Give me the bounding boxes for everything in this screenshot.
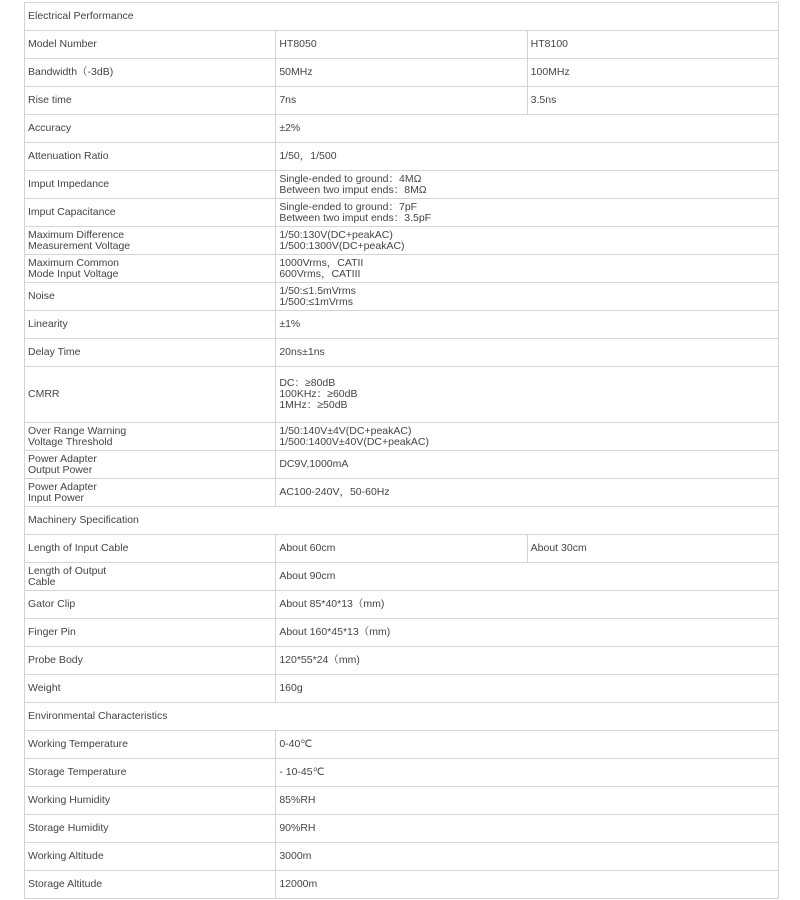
spec-value-text: 1/50:130V(DC+peakAC) 1/500:1300V(DC+peakAC) [279, 228, 405, 252]
spec-row [25, 199, 779, 227]
spec-value-model-1 [276, 31, 527, 59]
spec-value-text: 1/50:≤1.5mVrms 1/500:≤1mVrms [279, 284, 356, 308]
spec-value-text: 0-40℃ [279, 738, 313, 750]
spec-row [25, 619, 779, 647]
spec-label-text: Storage Temperature [28, 766, 127, 778]
spec-value [276, 759, 779, 787]
spec-row [25, 171, 779, 199]
spec-label-text: Noise [28, 290, 55, 302]
spec-label-text: Over Range Warning Voltage Threshold [28, 424, 127, 448]
spec-label [25, 871, 276, 899]
spec-value [276, 619, 779, 647]
spec-label-text: Bandwidth（-3dB) [28, 66, 114, 78]
spec-label [25, 619, 276, 647]
spec-label [25, 759, 276, 787]
spec-value-text: 90%RH [279, 822, 316, 834]
section-title: Environmental Characteristics [25, 703, 779, 731]
spec-value [276, 199, 779, 227]
spec-value-text: 100MHz [530, 66, 570, 78]
spec-value-text: 1000Vrms，CATII 600Vrms，CATIII [279, 256, 364, 280]
spec-value [276, 479, 779, 507]
spec-row [25, 759, 779, 787]
spec-label [25, 535, 276, 563]
spec-label [25, 115, 276, 143]
spec-label-text: Imput Capacitance [28, 206, 116, 218]
spec-value [276, 367, 779, 423]
spec-row [25, 143, 779, 171]
spec-value-model-1 [276, 87, 527, 115]
spec-label [25, 227, 276, 255]
spec-row [25, 87, 779, 115]
spec-label-text: Working Humidity [28, 794, 111, 806]
spec-row [25, 787, 779, 815]
spec-value-text: 50MHz [279, 66, 313, 78]
spec-label [25, 423, 276, 451]
spec-value-text: 1/50，1/500 [279, 150, 337, 162]
spec-label [25, 647, 276, 675]
spec-label-text: Weight [28, 682, 61, 694]
spec-value-text: DC9V,1000mA [279, 458, 349, 470]
spec-value-model-1 [276, 59, 527, 87]
spec-row [25, 423, 779, 451]
spec-label [25, 339, 276, 367]
spec-value-text: 160g [279, 682, 303, 694]
spec-row [25, 591, 779, 619]
spec-row [25, 479, 779, 507]
spec-label-text: Delay Time [28, 346, 81, 358]
spec-value-text: 3.5ns [530, 94, 557, 106]
spec-label [25, 591, 276, 619]
spec-label-text: Rise time [28, 94, 72, 106]
spec-label [25, 59, 276, 87]
spec-value-text: DC：≥80dB 100KHz：≥60dB 1MHz：≥50dB [279, 377, 358, 411]
spec-value-text: About 85*40*13（mm) [279, 598, 385, 610]
spec-value-model-2 [527, 59, 778, 87]
spec-label [25, 731, 276, 759]
spec-value-text: 12000m [279, 878, 318, 890]
spec-label [25, 815, 276, 843]
spec-row [25, 815, 779, 843]
spec-label-text: Working Temperature [28, 738, 128, 750]
section-header-row [25, 3, 779, 31]
spec-value [276, 787, 779, 815]
spec-value-text: AC100-240V，50-60Hz [279, 486, 390, 498]
spec-label-text: Length of Input Cable [28, 542, 129, 554]
spec-value-text: 7ns [279, 94, 297, 106]
spec-label [25, 311, 276, 339]
section-header-row [25, 703, 779, 731]
spec-value [276, 143, 779, 171]
spec-value [276, 115, 779, 143]
spec-label-text: Length of Output Cable [28, 564, 107, 588]
spec-label [25, 843, 276, 871]
spec-value [276, 423, 779, 451]
section-title: Machinery Specification [25, 507, 779, 535]
spec-table-body [25, 3, 779, 899]
spec-value-text: HT8100 [530, 38, 569, 50]
spec-row [25, 451, 779, 479]
spec-label [25, 87, 276, 115]
spec-value [276, 563, 779, 591]
spec-label [25, 787, 276, 815]
spec-value [276, 311, 779, 339]
spec-value [276, 647, 779, 675]
spec-label-text: Power Adapter Input Power [28, 480, 97, 504]
spec-value [276, 255, 779, 283]
spec-label-text: Imput Impedance [28, 178, 110, 190]
spec-label-text: Finger Pin [28, 626, 76, 638]
spec-value-text: Single-ended to ground：4MΩ Between two imput ends：8MΩ [279, 172, 427, 196]
spec-value-model-2 [527, 535, 778, 563]
spec-row [25, 227, 779, 255]
spec-row [25, 31, 779, 59]
spec-value-text: 120*55*24（mm) [279, 654, 360, 666]
spec-value [276, 171, 779, 199]
spec-value [276, 339, 779, 367]
spec-row [25, 115, 779, 143]
spec-label [25, 675, 276, 703]
spec-row [25, 563, 779, 591]
spec-row [25, 311, 779, 339]
spec-value-text: About 160*45*13（mm) [279, 626, 391, 638]
spec-value [276, 451, 779, 479]
spec-value-text: ±1% [279, 318, 301, 330]
spec-label [25, 479, 276, 507]
spec-value-text: 3000m [279, 850, 312, 862]
spec-label [25, 283, 276, 311]
spec-value-text: 85%RH [279, 794, 316, 806]
spec-label-text: CMRR [28, 388, 60, 400]
spec-value [276, 871, 779, 899]
spec-value [276, 843, 779, 871]
spec-value-text: - 10-45℃ [279, 766, 325, 778]
spec-label-text: Storage Altitude [28, 878, 103, 890]
spec-label-text: Probe Body [28, 654, 83, 666]
spec-value-text: Single-ended to ground：7pF Between two imput ends：3.5pF [279, 200, 432, 224]
section-title: Electrical Performance [25, 3, 779, 31]
spec-table [24, 2, 779, 899]
spec-row [25, 647, 779, 675]
spec-value [276, 815, 779, 843]
spec-label-text: Storage Humidity [28, 822, 109, 834]
spec-label [25, 367, 276, 423]
spec-value [276, 283, 779, 311]
spec-row [25, 871, 779, 899]
spec-value-text: About 90cm [279, 570, 336, 582]
spec-value-model-1 [276, 535, 527, 563]
spec-label [25, 171, 276, 199]
spec-value-text: About 60cm [279, 542, 336, 554]
section-header-row [25, 507, 779, 535]
spec-row [25, 731, 779, 759]
spec-row [25, 535, 779, 563]
spec-value-text: 20ns±1ns [279, 346, 325, 358]
spec-value-text: 1/50:140V±4V(DC+peakAC) 1/500:1400V±40V(DC+peakAC) [279, 424, 429, 448]
spec-value [276, 227, 779, 255]
spec-value [276, 731, 779, 759]
spec-label-text: Maximum Common Mode Input Voltage [28, 256, 120, 280]
spec-row [25, 843, 779, 871]
spec-row [25, 367, 779, 423]
spec-label [25, 255, 276, 283]
spec-label [25, 199, 276, 227]
spec-label-text: Gator Clip [28, 598, 76, 610]
spec-label [25, 31, 276, 59]
spec-label [25, 563, 276, 591]
spec-value [276, 675, 779, 703]
spec-value-text: About 30cm [530, 542, 587, 554]
spec-row [25, 59, 779, 87]
spec-label-text: Working Altitude [28, 850, 104, 862]
spec-row [25, 339, 779, 367]
spec-label [25, 143, 276, 171]
spec-value [276, 591, 779, 619]
spec-label-text: Model Number [28, 38, 97, 50]
spec-row [25, 675, 779, 703]
spec-label-text: Attenuation Ratio [28, 150, 109, 162]
spec-value-text: HT8050 [279, 38, 317, 50]
spec-row [25, 283, 779, 311]
spec-label [25, 451, 276, 479]
spec-label-text: Power Adapter Output Power [28, 452, 97, 476]
spec-value-text: ±2% [279, 122, 301, 134]
spec-label-text: Maximum Difference Measurement Voltage [28, 228, 131, 252]
spec-row [25, 255, 779, 283]
spec-value-model-2 [527, 31, 778, 59]
spec-label-text: Linearity [28, 318, 68, 330]
spec-value-model-2 [527, 87, 778, 115]
spec-label-text: Accuracy [28, 122, 72, 134]
